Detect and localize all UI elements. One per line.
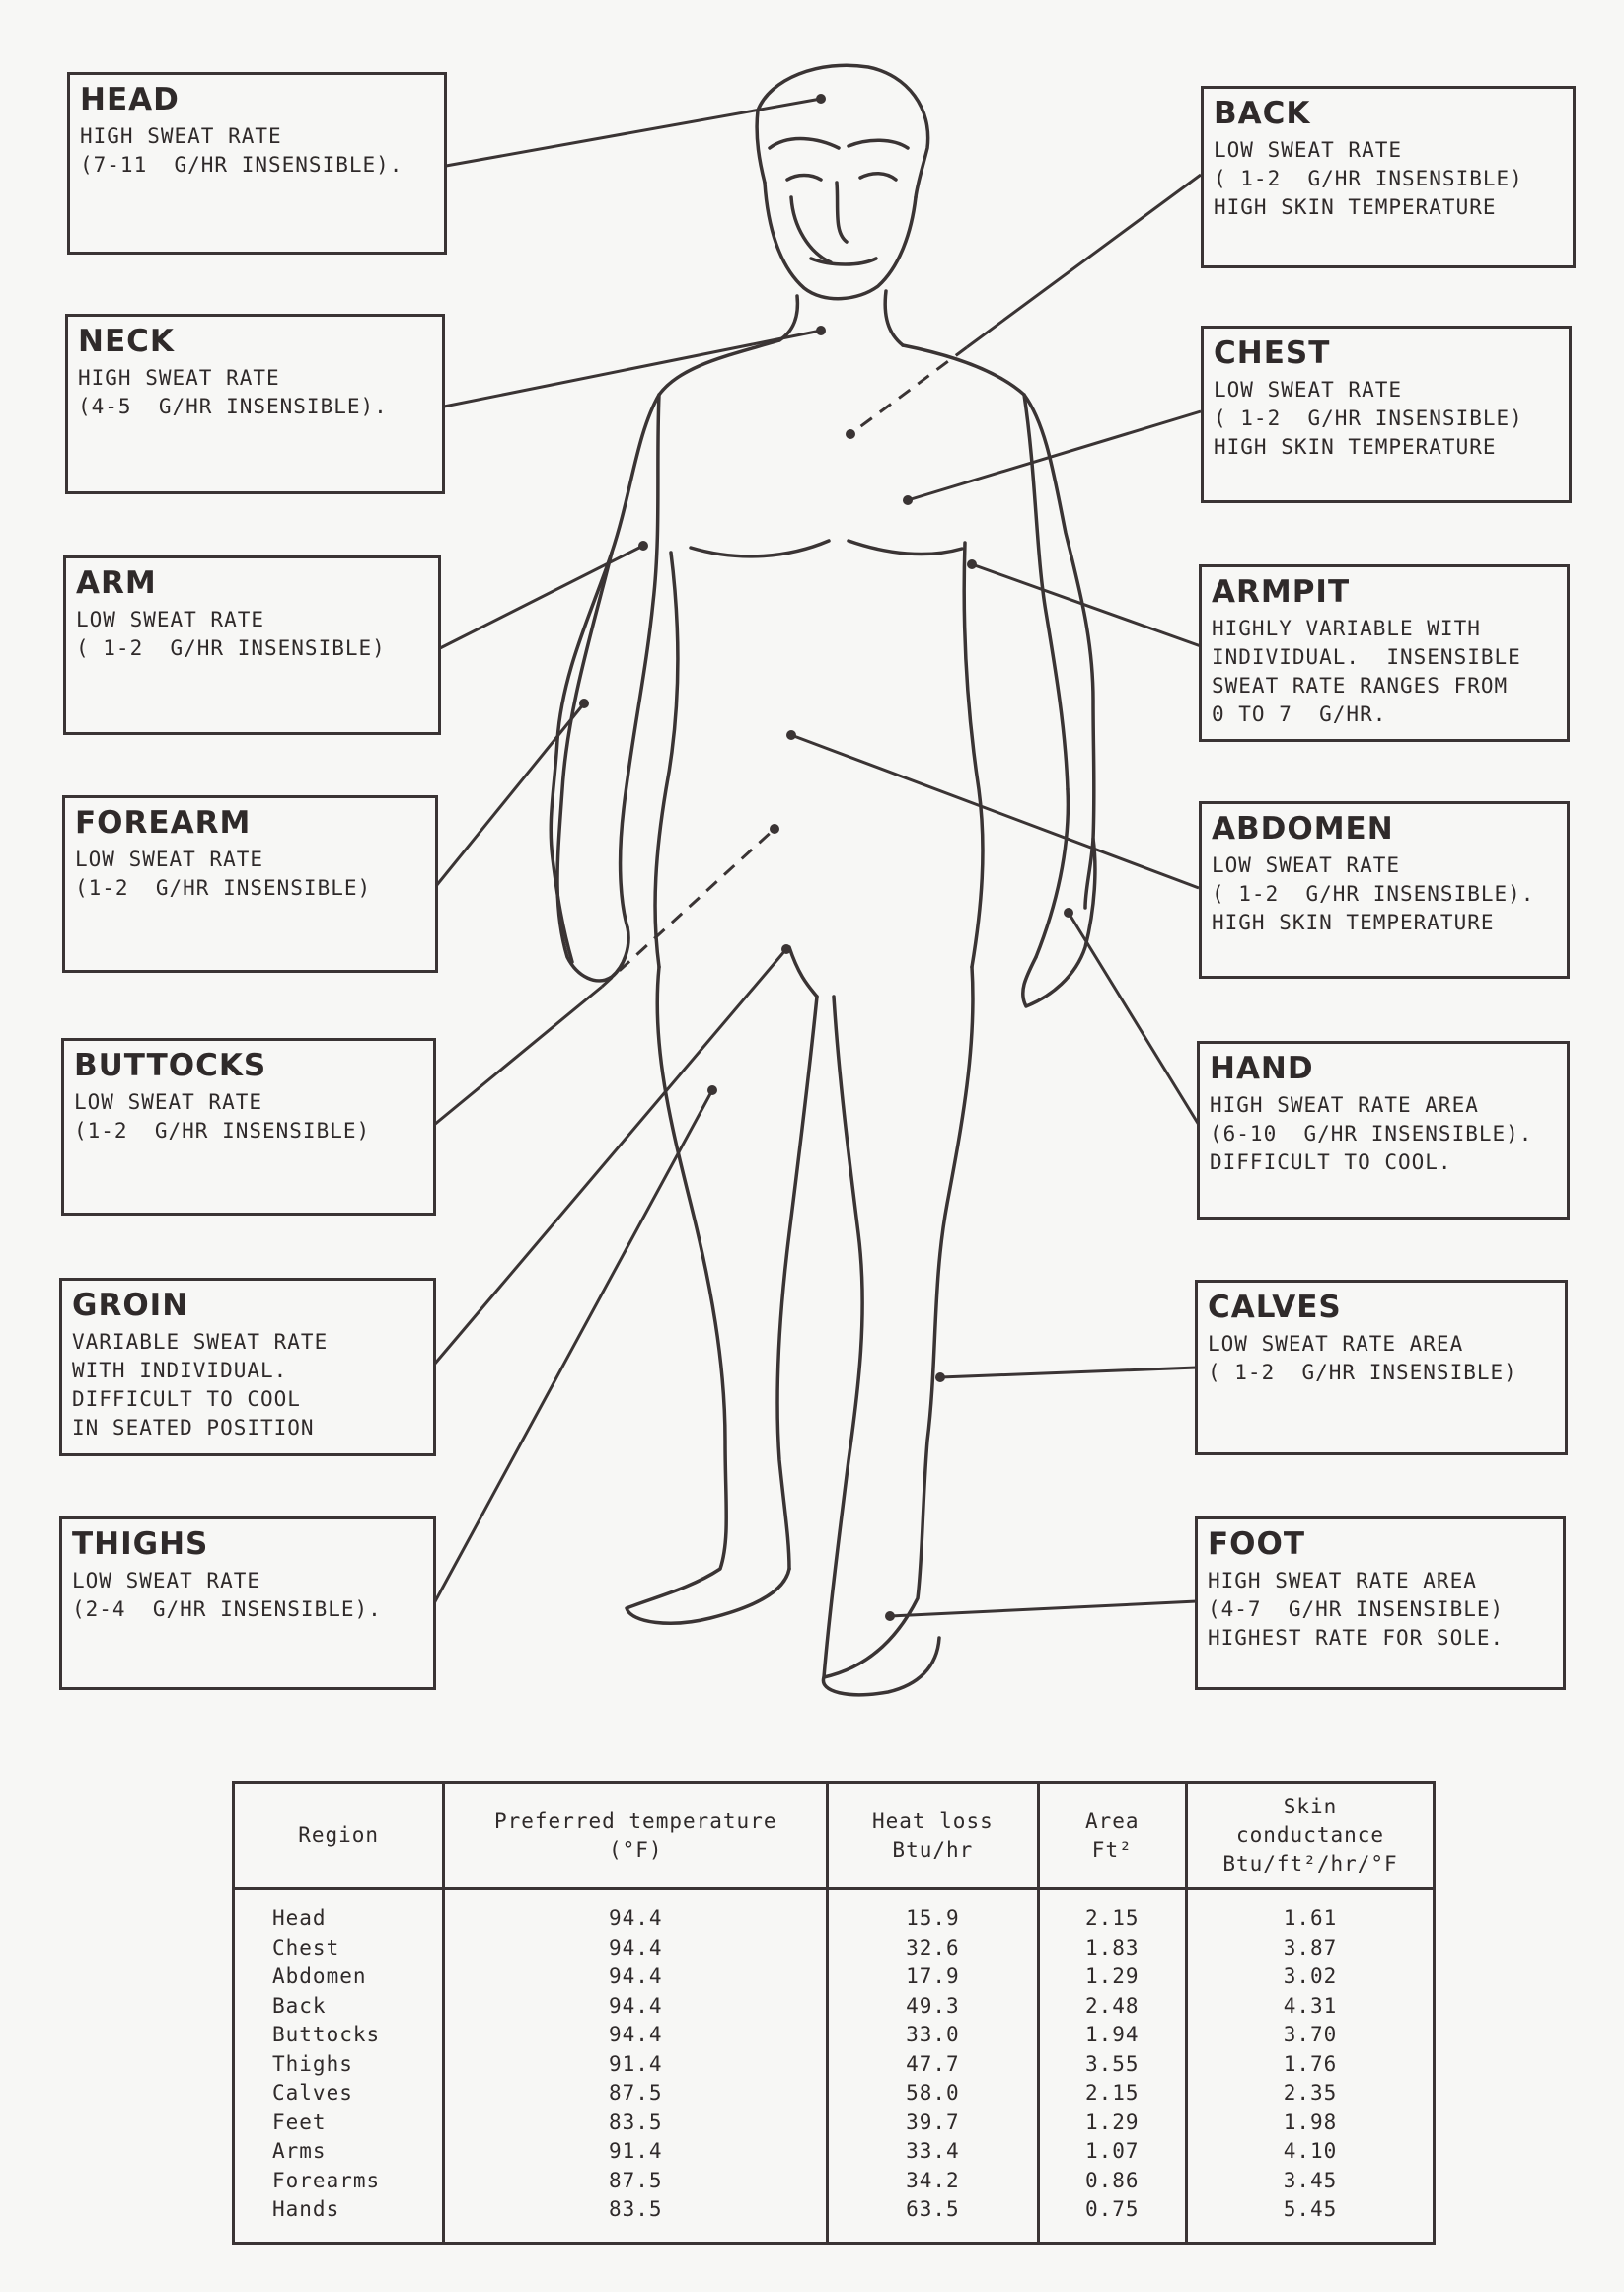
table-cell-value: 0.75: [1038, 2195, 1187, 2225]
buttocks-box-title: BUTTOCKS: [74, 1048, 267, 1083]
buttocks-box-line: LOW SWEAT RATE: [74, 1090, 263, 1114]
table-cell-value: 87.5: [444, 2079, 828, 2108]
armpit-box: [1199, 564, 1570, 742]
table-cell-region: Feet: [234, 2108, 444, 2138]
table-cell-region: Head: [234, 1889, 444, 1934]
table-header-text: Btu/hr: [892, 1837, 974, 1862]
thighs-box-line: LOW SWEAT RATE: [72, 1569, 261, 1592]
table-row: [234, 1992, 1435, 2022]
table-cell-value: 3.55: [1038, 2050, 1187, 2080]
table-header-text: Area: [1084, 1809, 1140, 1833]
abdomen-box-line: HIGH SKIN TEMPERATURE: [1212, 911, 1495, 934]
table-cell-value: 1.83: [1038, 1934, 1187, 1963]
table-header-cell: [234, 1783, 444, 1889]
table-header-text: Ft²: [1091, 1837, 1133, 1862]
table-cell-value: 1.61: [1187, 1889, 1435, 1934]
leader-abdomen: [791, 735, 1199, 888]
leader-thighs: [434, 1090, 712, 1603]
table-cell-value: 58.0: [828, 2079, 1038, 2108]
leader-foot: [890, 1601, 1197, 1616]
groin-box-line: IN SEATED POSITION: [72, 1416, 315, 1440]
thighs-box-title: THIGHS: [72, 1526, 209, 1562]
groin-box-title: GROIN: [72, 1288, 189, 1323]
table-cell-value: 3.70: [1187, 2021, 1435, 2050]
leader-arm: [440, 546, 643, 648]
head-box: [67, 72, 447, 255]
back-box-line: ( 1-2 G/HR INSENSIBLE): [1214, 167, 1523, 190]
table-cell-region: Back: [234, 1992, 444, 2022]
foot-box-line: HIGH SWEAT RATE AREA: [1208, 1569, 1477, 1592]
table-cell-value: 1.07: [1038, 2137, 1187, 2167]
table-cell-value: 5.45: [1187, 2195, 1435, 2225]
calves-box-line: LOW SWEAT RATE AREA: [1208, 1332, 1464, 1356]
body-outline: [551, 65, 1095, 1694]
armpit-box-title: ARMPIT: [1212, 574, 1351, 610]
table-cell-region: Chest: [234, 1934, 444, 1963]
leader-hand: [1069, 913, 1199, 1125]
calves-box: [1195, 1280, 1568, 1455]
arm-box-line: LOW SWEAT RATE: [76, 608, 265, 631]
hand-box-line: HIGH SWEAT RATE AREA: [1210, 1093, 1479, 1117]
foot-box-title: FOOT: [1208, 1526, 1306, 1562]
table-cell-value: 0.86: [1038, 2167, 1187, 2196]
armpit-box-line: SWEAT RATE RANGES FROM: [1212, 674, 1509, 698]
groin-box: [59, 1278, 436, 1456]
forearm-box: [62, 795, 438, 973]
leader-head: [446, 99, 821, 166]
table-cell-value: 33.0: [828, 2021, 1038, 2050]
table-header-cell: [828, 1783, 1038, 1889]
groin-box-line: VARIABLE SWEAT RATE: [72, 1330, 329, 1354]
table-cell-value: 91.4: [444, 2050, 828, 2080]
back-box-line: LOW SWEAT RATE: [1214, 138, 1403, 162]
table-row: [234, 2021, 1435, 2050]
calves-box-line: ( 1-2 G/HR INSENSIBLE): [1208, 1361, 1517, 1384]
table-cell-value: 34.2: [828, 2167, 1038, 2196]
table-cell-value: 15.9: [828, 1889, 1038, 1934]
table-cell-value: 32.6: [828, 1934, 1038, 1963]
chest-box-line: LOW SWEAT RATE: [1214, 378, 1403, 402]
table-row: [234, 1962, 1435, 1992]
table-cell-value: 1.98: [1187, 2108, 1435, 2138]
table-header-text: Skin: [1283, 1795, 1338, 1818]
forearm-box-title: FOREARM: [75, 805, 252, 841]
neck-box-line: (4-5 G/HR INSENSIBLE).: [78, 395, 388, 418]
table-cell-value: 3.02: [1187, 1962, 1435, 1992]
armpit-box-line: INDIVIDUAL. INSENSIBLE: [1212, 645, 1521, 669]
table-cell-region: Buttocks: [234, 2021, 444, 2050]
head-box-line: HIGH SWEAT RATE: [80, 124, 282, 148]
table-row: [234, 2050, 1435, 2080]
calves-box-title: CALVES: [1208, 1290, 1342, 1325]
abdomen-box-title: ABDOMEN: [1212, 811, 1394, 847]
table-cell-value: 1.29: [1038, 1962, 1187, 1992]
leader-calves: [940, 1368, 1197, 1377]
table-filler-row: [234, 2225, 1435, 2244]
leader-buttocks: [434, 987, 602, 1125]
table-cell-value: 2.15: [1038, 2079, 1187, 2108]
abdomen-box-line: LOW SWEAT RATE: [1212, 853, 1401, 877]
table-cell-value: 1.94: [1038, 2021, 1187, 2050]
table-cell-value: 87.5: [444, 2167, 828, 2196]
neck-box-title: NECK: [78, 324, 175, 359]
chest-box-line: ( 1-2 G/HR INSENSIBLE): [1214, 407, 1523, 430]
neck-box: [65, 314, 445, 494]
leader-neck: [444, 331, 821, 407]
hand-box: [1197, 1041, 1570, 1220]
leader-lines: [434, 99, 1201, 1616]
table-header-cell: [444, 1783, 828, 1889]
back-box: [1201, 86, 1576, 268]
table-cell-value: 63.5: [828, 2195, 1038, 2225]
table-row: [234, 1934, 1435, 1963]
foot-box-line: HIGHEST RATE FOR SOLE.: [1208, 1626, 1505, 1650]
table-cell-value: 1.29: [1038, 2108, 1187, 2138]
table-row: [234, 1889, 1435, 1934]
armpit-box-line: HIGHLY VARIABLE WITH: [1212, 617, 1481, 640]
table-row: [234, 2137, 1435, 2167]
table-header-text: Region: [298, 1823, 380, 1847]
hand-box-title: HAND: [1210, 1051, 1314, 1086]
table-cell-value: 2.15: [1038, 1889, 1187, 1934]
table-cell-value: 91.4: [444, 2137, 828, 2167]
table-cell-region: Abdomen: [234, 1962, 444, 1992]
abdomen-box: [1199, 801, 1570, 979]
table-header-text: (°F): [608, 1837, 663, 1862]
forearm-box-line: LOW SWEAT RATE: [75, 848, 264, 871]
table-row: [234, 2079, 1435, 2108]
table-cell-value: 83.5: [444, 2108, 828, 2138]
foot-box: [1195, 1516, 1566, 1690]
table-cell-value: 33.4: [828, 2137, 1038, 2167]
table-cell-value: 49.3: [828, 1992, 1038, 2022]
leader-back-hidden: [850, 347, 967, 434]
head-box-line: (7-11 G/HR INSENSIBLE).: [80, 153, 404, 177]
table-cell-value: 39.7: [828, 2108, 1038, 2138]
chest-box: [1201, 326, 1572, 503]
thighs-box-line: (2-4 G/HR INSENSIBLE).: [72, 1597, 382, 1621]
table-cell-value: 3.45: [1187, 2167, 1435, 2196]
leader-chest: [908, 411, 1201, 500]
table-cell-value: 47.7: [828, 2050, 1038, 2080]
table-row: [234, 2167, 1435, 2196]
neck-box-line: HIGH SWEAT RATE: [78, 366, 280, 390]
table-header-text: Btu/ft²/hr/°F: [1222, 1852, 1398, 1876]
table-cell-value: 3.87: [1187, 1934, 1435, 1963]
arm-box-line: ( 1-2 G/HR INSENSIBLE): [76, 636, 386, 660]
table-cell-value: 4.31: [1187, 1992, 1435, 2022]
table-header-text: conductance: [1235, 1823, 1385, 1847]
table-header-row: [234, 1783, 1435, 1889]
table-cell-region: Thighs: [234, 2050, 444, 2080]
table-cell-value: 2.35: [1187, 2079, 1435, 2108]
table-row: [234, 2108, 1435, 2138]
forearm-box-line: (1-2 G/HR INSENSIBLE): [75, 876, 372, 900]
table-cell-value: 1.76: [1187, 2050, 1435, 2080]
leader-groin: [434, 949, 786, 1365]
table-header-cell: [1038, 1783, 1187, 1889]
table-cell-value: 94.4: [444, 1992, 828, 2022]
chest-box-title: CHEST: [1214, 335, 1331, 371]
leader-buttocks-hidden: [602, 829, 775, 987]
table-header-text: Heat loss: [871, 1809, 994, 1833]
groin-box-line: DIFFICULT TO COOL: [72, 1387, 301, 1411]
table-cell-value: 17.9: [828, 1962, 1038, 1992]
groin-box-line: WITH INDIVIDUAL.: [72, 1359, 288, 1382]
back-box-line: HIGH SKIN TEMPERATURE: [1214, 195, 1497, 219]
hand-box-line: (6-10 G/HR INSENSIBLE).: [1210, 1122, 1533, 1146]
table-header-text: Preferred temperature: [493, 1809, 777, 1833]
table-row: [234, 2195, 1435, 2225]
table-cell-value: 94.4: [444, 2021, 828, 2050]
leader-back: [967, 175, 1201, 347]
chest-box-line: HIGH SKIN TEMPERATURE: [1214, 435, 1497, 459]
foot-box-line: (4-7 G/HR INSENSIBLE): [1208, 1597, 1505, 1621]
table-cell-region: Forearms: [234, 2167, 444, 2196]
table-cell-value: 4.10: [1187, 2137, 1435, 2167]
table-cell-value: 2.48: [1038, 1992, 1187, 2022]
table-cell-region: Arms: [234, 2137, 444, 2167]
hand-box-line: DIFFICULT TO COOL.: [1210, 1150, 1452, 1174]
back-box-title: BACK: [1214, 96, 1311, 131]
buttocks-box: [61, 1038, 436, 1216]
buttocks-box-line: (1-2 G/HR INSENSIBLE): [74, 1119, 371, 1143]
table-cell-value: 83.5: [444, 2195, 828, 2225]
table-cell-value: 94.4: [444, 1934, 828, 1963]
table-cell-value: 94.4: [444, 1889, 828, 1934]
armpit-box-line: 0 TO 7 G/HR.: [1212, 702, 1387, 726]
table-cell-region: Calves: [234, 2079, 444, 2108]
table-cell-region: Hands: [234, 2195, 444, 2225]
table-body: [234, 1889, 1435, 2244]
head-box-title: HEAD: [80, 82, 180, 117]
table-cell-value: 94.4: [444, 1962, 828, 1992]
table-header-cell: [1187, 1783, 1435, 1889]
abdomen-box-line: ( 1-2 G/HR INSENSIBLE).: [1212, 882, 1535, 906]
arm-box-title: ARM: [76, 565, 157, 601]
arm-box: [63, 555, 441, 735]
thighs-box: [59, 1516, 436, 1690]
region-data-table: [232, 1781, 1436, 2245]
